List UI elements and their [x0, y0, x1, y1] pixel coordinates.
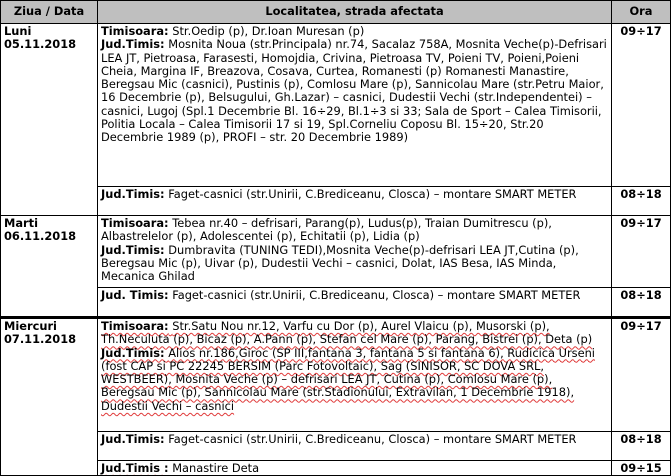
day-cell: [1, 216, 98, 318]
timis-text: Faget-casnici (str.Unirii, C.Brediceanu, Closca) – montare SMART METER: [168, 432, 577, 446]
header-hour: Ora: [612, 1, 671, 24]
location-cell: [98, 288, 612, 318]
timis-text: Dumbravita (TUNING TEDI),Mosnita Veche(p)-defrisari LEA JT,Cutina (p), Beregsau Mic (p), Uivar (p), Dudestii Vechi – casnici, Dolat, IAS Besa, IAS Minda, Mecanica Ghilad: [101, 242, 579, 284]
table-row: [1, 432, 671, 461]
time-cell: 09÷17: [612, 216, 671, 288]
header-location: Localitatea, strada afectata: [98, 1, 612, 24]
location-cell: [98, 432, 612, 461]
timis-label: Jud. Timis:: [101, 288, 169, 302]
table-row: [1, 461, 671, 476]
day-cell: [1, 318, 98, 476]
table-row: [1, 216, 671, 288]
timis-text: Faget-casnici (str.Unirii, C.Brediceanu, Closca) – montare SMART METER: [168, 187, 577, 201]
location-cell: [98, 216, 612, 288]
header-day-date: Ziua / Data: [1, 1, 98, 24]
timis-label: Jud.Timis:: [101, 345, 165, 360]
time-cell: 08÷18: [612, 288, 671, 318]
timisoara-label: Timisoara:: [101, 24, 169, 38]
table-row: [1, 187, 671, 216]
table-row: [1, 24, 671, 187]
location-cell: [98, 24, 612, 187]
timis-label: Jud.Timis:: [101, 187, 165, 201]
time-cell: 09÷15: [612, 461, 671, 476]
header-row: [1, 1, 671, 24]
timis-label: Jud.Timis:: [101, 37, 165, 52]
day-name: Marti: [4, 216, 38, 230]
timis-text: Alios nr.186,Giroc (SP III,fantana 3, fantana 5 si fantana 6), Rudicica Urseni (fost CAP si PC 22245 BERSIM (Parc Fotovoltaic), Sag (SINISOR, SC DOVA SRL, WESTBEER), Mosnita Veche (p) – defrisari LEA JT, Cutina (p), Comlosu Mare (p), Beregsau Mic (p), Sannicolau Mare (str.Stadionului, Extravilan, 1 Decembrie 1918), Dudestii Vechi – casnici: [101, 345, 595, 413]
time-cell: 09÷17: [612, 318, 671, 432]
time-cell: 08÷18: [612, 432, 671, 461]
timis-label: Jud.Timis:: [101, 242, 165, 257]
timis-text: Mosnita Noua (str.Principala) nr.74, Sacalaz 758A, Mosnita Veche(p)-Defrisari LEA JT, Pietroasa, Farasesti, Homojdia, Crivina, Pietroasa TV, Poieni TV, Poieni,Poieni Cheia, Margina IF, Breazova, Cosava, Curtea, Romanesti (p) Romanesti Manastire, Beregsau Mic (casnici), Pustinis (p), Comlosu Mare (p), Sannicolau Mare (str.Petru Maior, 16 Decembrie (p), Belsugului, Gh.Lazar) – casnici, Dudestii Vechi (str.Independentei) – casnici, Lugoj (Spl.1 Decembrie Bl. 16÷29, Bl.1÷3 si 33; Sala de Sport – Calea Timisorii, Politia Locala – Calea Timisorii 17 si 19, Spl.Corneliu Coposu Bl. 15÷20, Str.20 Decembrie 1989 (p), PROFI – str. 20 Decembrie 1989): [101, 37, 607, 145]
timisoara-text: Str.Oedip (p), Dr.Ioan Muresan (p): [172, 24, 365, 38]
timis-label: Jud.Timis :: [101, 461, 169, 475]
timis-text: Faget-casnici (str.Unirii, C.Brediceanu, Closca) – montare SMART METER: [172, 288, 581, 302]
time-cell: 08÷18: [612, 187, 671, 216]
location-cell: [98, 318, 612, 432]
timisoara-text: Tebea nr.40 – defrisari, Parang(p), Ludus(p), Traian Dumitrescu (p), Albastrelelor (p), Adolescentei (p), Echitatii (p), Lidia (p): [101, 216, 552, 244]
day-date: 07.11.2018: [4, 332, 77, 347]
day-name: Miercuri: [4, 319, 57, 333]
location-cell: [98, 187, 612, 216]
table-row: [1, 318, 671, 432]
day-date: 05.11.2018: [4, 37, 77, 52]
day-date: 06.11.2018: [4, 229, 77, 244]
day-name: Luni: [4, 24, 32, 38]
timis-text: Manastire Deta: [172, 461, 260, 475]
timisoara-label: Timisoara:: [101, 319, 169, 333]
timisoara-text: Str.Satu Nou nr.12, Varfu cu Dor (p), Aurel Vlaicu (p), Musorski (p), Th.Neculuta (p), Bicaz (p), A.Pann (p), Stefan cel Mare (p), Parang, Bistrei (p), Deta (p): [101, 319, 593, 347]
table-row: [1, 288, 671, 318]
day-cell: [1, 24, 98, 216]
timis-label: Jud.Timis:: [101, 432, 165, 446]
timisoara-label: Timisoara:: [101, 216, 169, 230]
time-cell: 09÷17: [612, 24, 671, 187]
location-cell: [98, 461, 612, 476]
